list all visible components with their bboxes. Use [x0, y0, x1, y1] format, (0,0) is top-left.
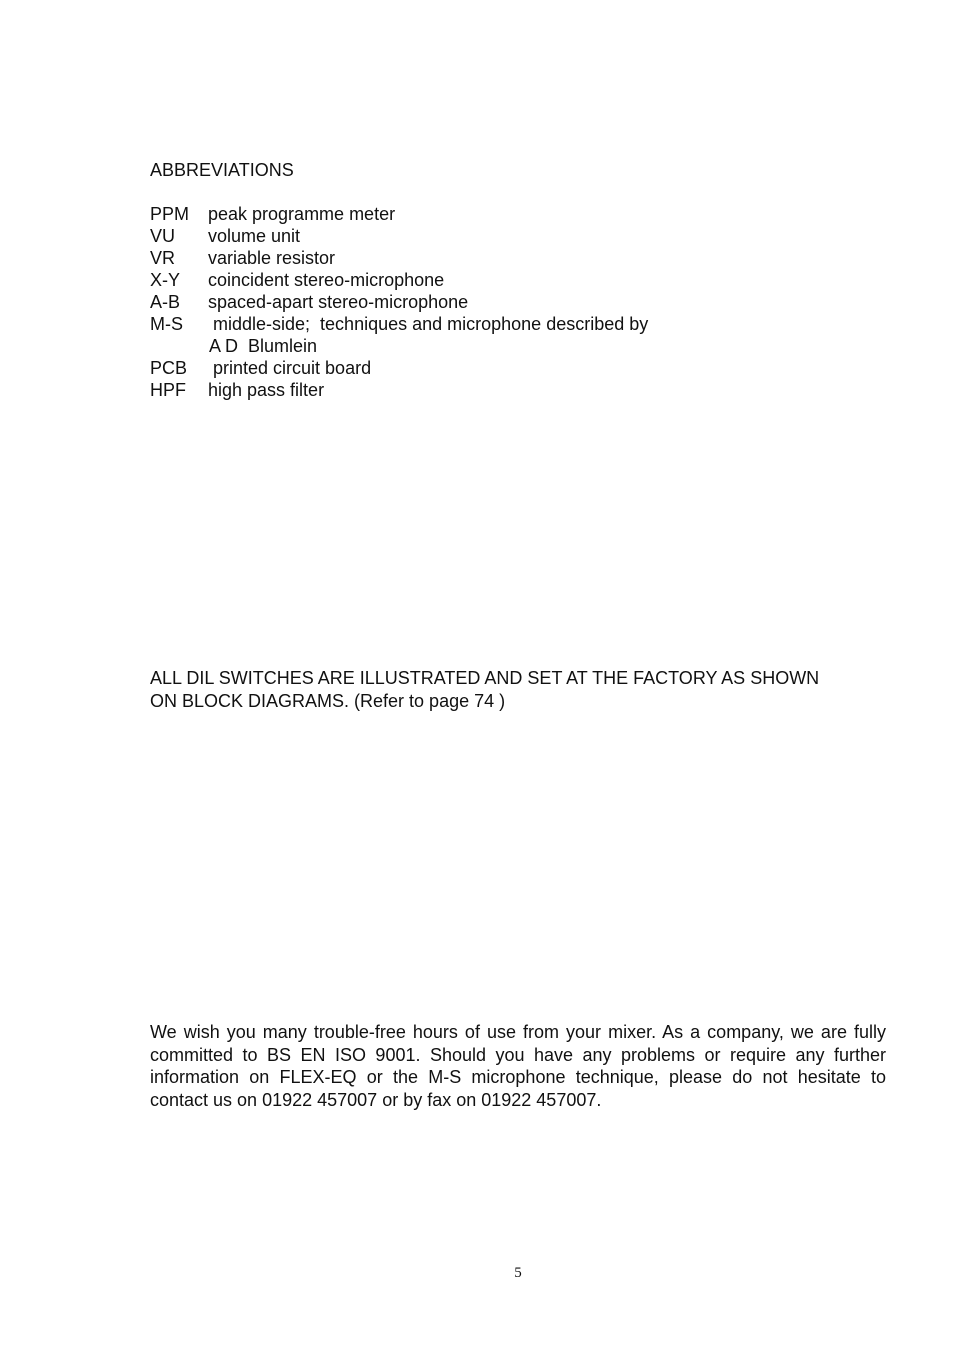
abbreviation-row-a-b: [150, 291, 710, 313]
abbreviation-row-x-y: [150, 269, 710, 291]
abbreviation-term: A-B: [150, 292, 181, 312]
abbreviation-row-hpf: [150, 379, 710, 401]
abbreviation-definition: peak programme meter: [208, 204, 396, 224]
abbreviation-term: PCB: [150, 358, 188, 378]
abbreviation-row-vr: [150, 247, 710, 269]
abbreviation-term: PPM: [150, 204, 190, 224]
abbreviation-definition: high pass filter: [208, 380, 325, 400]
abbreviation-term: VU: [150, 226, 176, 246]
closing-paragraph: We wish you many trouble-free hours of use from your mixer. As a company, we are fully committed to BS EN ISO 9001. Should you have any problems or require any further information on FLEX-EQ or the M-S microphone technique, please do not hesitate to contact us on 01922 457007 or by fax on 01922 457007.: [150, 1022, 886, 1110]
abbreviation-term: X-Y: [150, 270, 181, 290]
abbreviations-list: [150, 203, 710, 401]
abbreviation-row-pcb: [150, 357, 710, 379]
abbreviation-term: VR: [150, 248, 176, 268]
abbreviation-row-m-s: [150, 313, 710, 357]
abbreviation-term: M-S: [150, 314, 183, 334]
abbreviation-definition: volume unit: [208, 226, 301, 246]
abbreviations-heading: ABBREVIATIONS: [150, 160, 294, 180]
abbreviation-row-vu: [150, 225, 710, 247]
abbreviation-definition: variable resistor: [208, 248, 336, 268]
abbreviation-definition: spaced-apart stereo-microphone: [208, 292, 469, 312]
abbreviation-definition: coincident stereo-microphone: [208, 270, 445, 290]
abbreviation-definition: printed circuit board: [208, 358, 372, 378]
abbreviation-row-ppm: [150, 203, 710, 225]
abbreviation-definition-line: A D Blumlein: [209, 336, 318, 356]
abbreviation-term: HPF: [150, 380, 186, 400]
dil-switches-note: ALL DIL SWITCHES ARE ILLUSTRATED AND SET AT THE FACTORY AS SHOWN ON BLOCK DIAGRAMS. (Refer to page 74 ): [150, 668, 820, 711]
page-number: 5: [514, 1265, 522, 1281]
abbreviation-definition-line: middle-side; techniques and microphone described by: [208, 314, 649, 334]
abbreviation-definition: [208, 313, 648, 357]
